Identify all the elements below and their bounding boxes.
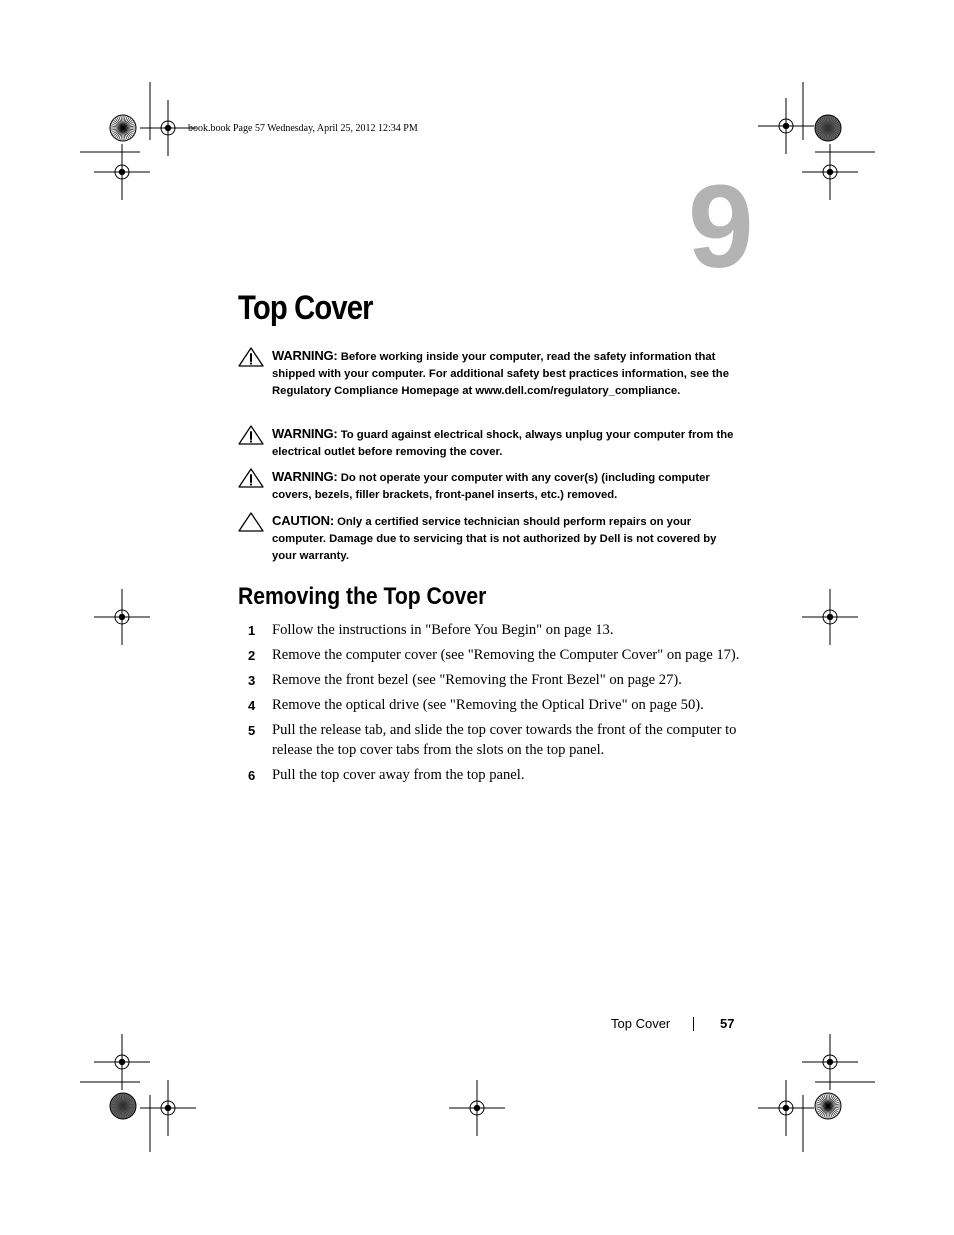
notice-text: Before working inside your computer, read the safety information that shipped with your computer. For additional safety best practices information, see the Regulatory Compliance Homepage at www.dell.com/regulatory_compliance.	[272, 351, 729, 397]
registration-crosshair	[119, 614, 125, 620]
step-text: Remove the computer cover (see "Removing the Computer Cover" on page 17).	[272, 647, 740, 663]
warning-triangle-icon	[238, 468, 264, 488]
notice-label: WARNING:	[272, 426, 338, 441]
step-number: 6	[248, 767, 256, 783]
notice-label: WARNING:	[272, 348, 338, 363]
step-item	[248, 696, 748, 716]
step-number: 4	[248, 698, 256, 713]
warning-triangle-icon	[238, 347, 264, 367]
step-number: 5	[248, 723, 256, 738]
notice-text: Only a certified service technician should perform repairs on your computer. Damage due to servicing that is not authorized by Dell is not covered by your warranty.	[272, 516, 717, 562]
print-slug: book.book Page 57 Wednesday, April 25, 2012 12:34 PM	[188, 123, 418, 134]
warning-triangle-icon	[238, 425, 264, 445]
registration-crosshair	[827, 169, 833, 175]
footer-chapter-title: Top Cover	[611, 1016, 671, 1031]
footer-separator	[693, 1017, 694, 1031]
registration-crosshair	[165, 125, 171, 131]
notice-label: WARNING:	[272, 469, 338, 484]
procedure-steps	[248, 621, 748, 791]
chapter-title: Top Cover	[238, 289, 373, 327]
chapter-number: 9	[688, 161, 750, 293]
step-text: Remove the front bezel (see "Removing the Front Bezel" on page 27).	[272, 672, 682, 688]
step-item	[248, 766, 748, 786]
warning-notice-3	[238, 468, 743, 504]
registration-crosshair	[165, 1105, 171, 1111]
step-text: Pull the top cover away from the top panel.	[272, 766, 525, 783]
step-number: 1	[248, 623, 256, 638]
notice-text: To guard against electrical shock, always unplug your computer from the electrical outlet before removing the cover.	[272, 429, 734, 458]
step-item	[248, 671, 748, 691]
warning-notice-1	[238, 347, 743, 400]
step-item	[248, 621, 748, 641]
step-item	[248, 721, 748, 760]
step-text: Follow the instructions in "Before You Begin" on page 13.	[272, 622, 614, 638]
registration-crosshair	[119, 1059, 125, 1065]
step-text: Remove the optical drive (see "Removing the Optical Drive" on page 50).	[272, 697, 704, 713]
registration-crosshair	[783, 123, 789, 129]
registration-crosshair	[827, 614, 833, 620]
step-number: 2	[248, 648, 256, 663]
caution-triangle-icon	[238, 512, 264, 532]
page-number: 57	[720, 1016, 735, 1031]
registration-crosshair	[783, 1105, 789, 1111]
registration-crosshair	[119, 169, 125, 175]
registration-crosshair	[827, 1059, 833, 1065]
step-item	[248, 646, 748, 666]
warning-notice-2	[238, 425, 743, 461]
notice-label: CAUTION:	[272, 513, 334, 528]
registration-crosshair	[474, 1105, 480, 1111]
notice-text: Do not operate your computer with any cover(s) (including computer covers, bezels, filler brackets, front-panel inserts, etc.) removed.	[272, 472, 710, 501]
step-text: Pull the release tab, and slide the top cover towards the front of the computer to release the top cover tabs from the slots on the top panel.	[272, 722, 737, 758]
section-title: Removing the Top Cover	[238, 583, 487, 610]
caution-notice	[238, 512, 743, 565]
step-number: 3	[248, 673, 256, 688]
